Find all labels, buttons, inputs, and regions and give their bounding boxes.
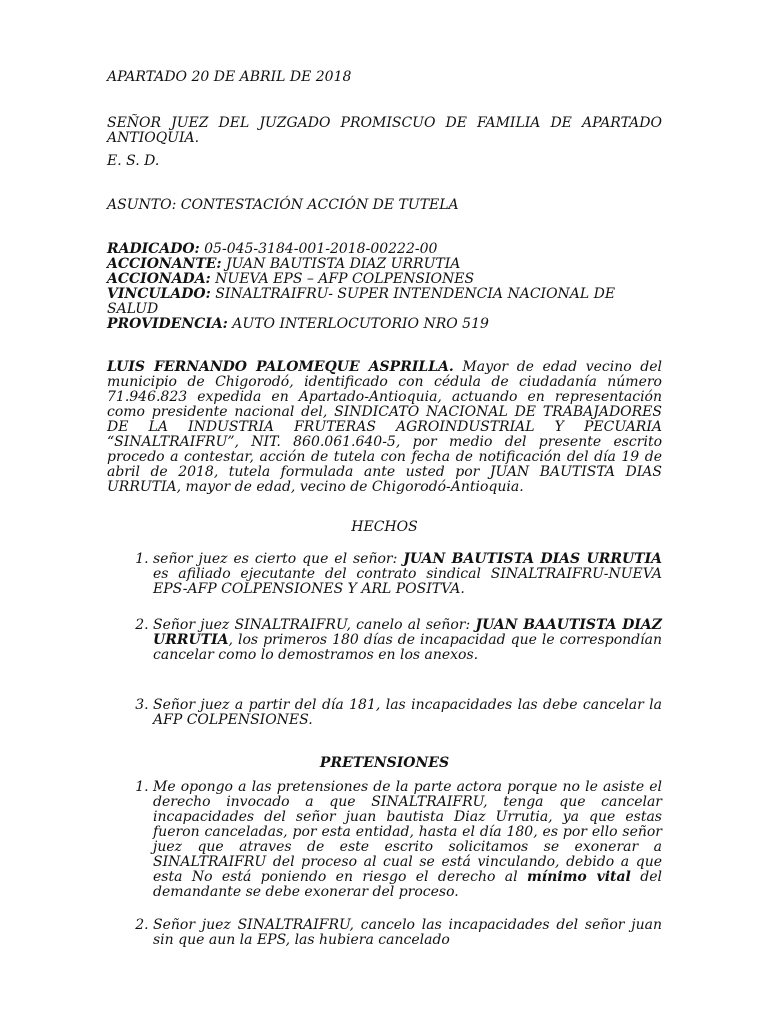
subject-line: ASUNTO: CONTESTACIÓN ACCIÓN DE TUTELA: [107, 197, 459, 213]
case-fields: [107, 242, 662, 332]
pretensiones-item: 1. Me opongo a las pretensiones de la parte actora porque no le asiste el derecho invocado a que SINALTRAIFRU, tenga que cancelar incapacidades del señor juan bautista Diaz Urrutia, ya que estas fueron canceladas, por esta entidad, hasta el día 180, es por ello señor juez que atraves de este escrito solicitamos se exonerar a SINALTRAIFRU del proceso al cual se está vinculando, debido a que esta No está poniendo en riesgo el derecho al mínimo vital del demandante se debe exonerar del proceso.: [153, 780, 662, 900]
pretensiones-item: 2. Señor juez SINALTRAIFRU, cancelo las incapacidades del señor juan sin que aun la EPS, las hubiera cancelado: [153, 918, 662, 948]
hechos-list: [107, 552, 662, 728]
hechos-item: 2. Señor juez SINALTRAIFRU, canelo al señor: JUAN BAAUTISTA DIAZ URRUTIA, los primeros 180 días de incapacidad que le correspondían cancelar como lo demostramos en los anexos.: [153, 618, 662, 663]
document-page: [107, 70, 662, 948]
pretensiones-list: [107, 780, 662, 948]
field-providencia: PROVIDENCIA: AUTO INTERLOCUTORIO NRO 519: [107, 316, 489, 332]
hechos-item: 1. señor juez es cierto que el señor: JUAN BAUTISTA DIAS URRUTIA es afiliado ejecutante del contrato sindical SINALTRAIFRU-NUEVA EPS-AFP COLPENSIONES Y ARL POSITVA.: [153, 552, 662, 597]
pretensiones-heading: PRETENSIONES: [319, 755, 450, 771]
representative-name: LUIS FERNANDO PALOMEQUE ASPRILLA.: [107, 359, 454, 375]
hechos-heading: HECHOS: [351, 519, 418, 535]
field-accionante: ACCIONANTE: JUAN BAUTISTA DIAZ URRUTIA: [107, 256, 461, 272]
addressee: SEÑOR JUEZ DEL JUZGADO PROMISCUO DE FAMILIA DE APARTADO ANTIOQUIA.: [107, 115, 662, 146]
hechos-item: 3. Señor juez a partir del día 181, las incapacidades las debe cancelar la AFP COLPENSIONES.: [153, 698, 662, 728]
field-radicado: RADICADO: 05-045-3184-001-2018-00222-00: [107, 241, 438, 257]
esd-line: E. S. D.: [107, 153, 160, 169]
field-accionada: ACCIONADA: NUEVA EPS – AFP COLPENSIONES: [107, 271, 475, 287]
field-vinculado: VINCULADO: SINALTRAIFRU- SUPER INTENDENCIA NACIONAL DE SALUD: [107, 286, 616, 317]
date-line: APARTADO 20 DE ABRIL DE 2018: [107, 69, 352, 85]
intro-paragraph: LUIS FERNANDO PALOMEQUE ASPRILLA. Mayor de edad vecino del municipio de Chigorodó, identificado con cédula de ciudadanía número 71.946.823 expedida en Apartado-Antioquia, actuando en representación como presidente nacional del, SINDICATO NACIONAL DE TRABAJADORES DE LA INDUSTRIA FRUTERAS AGROINDUSTRIAL Y PECUARIA “SINALTRAIFRU”, NIT. 860.061.640-5, por medio del presente escrito procedo a contestar, acción de tutela con fecha de notificación del día 19 de abril de 2018, tutela formulada ante usted por JUAN BAUTISTA DIAS URRUTIA, mayor de edad, vecino de Chigorodó-Antioquia.: [107, 359, 662, 495]
